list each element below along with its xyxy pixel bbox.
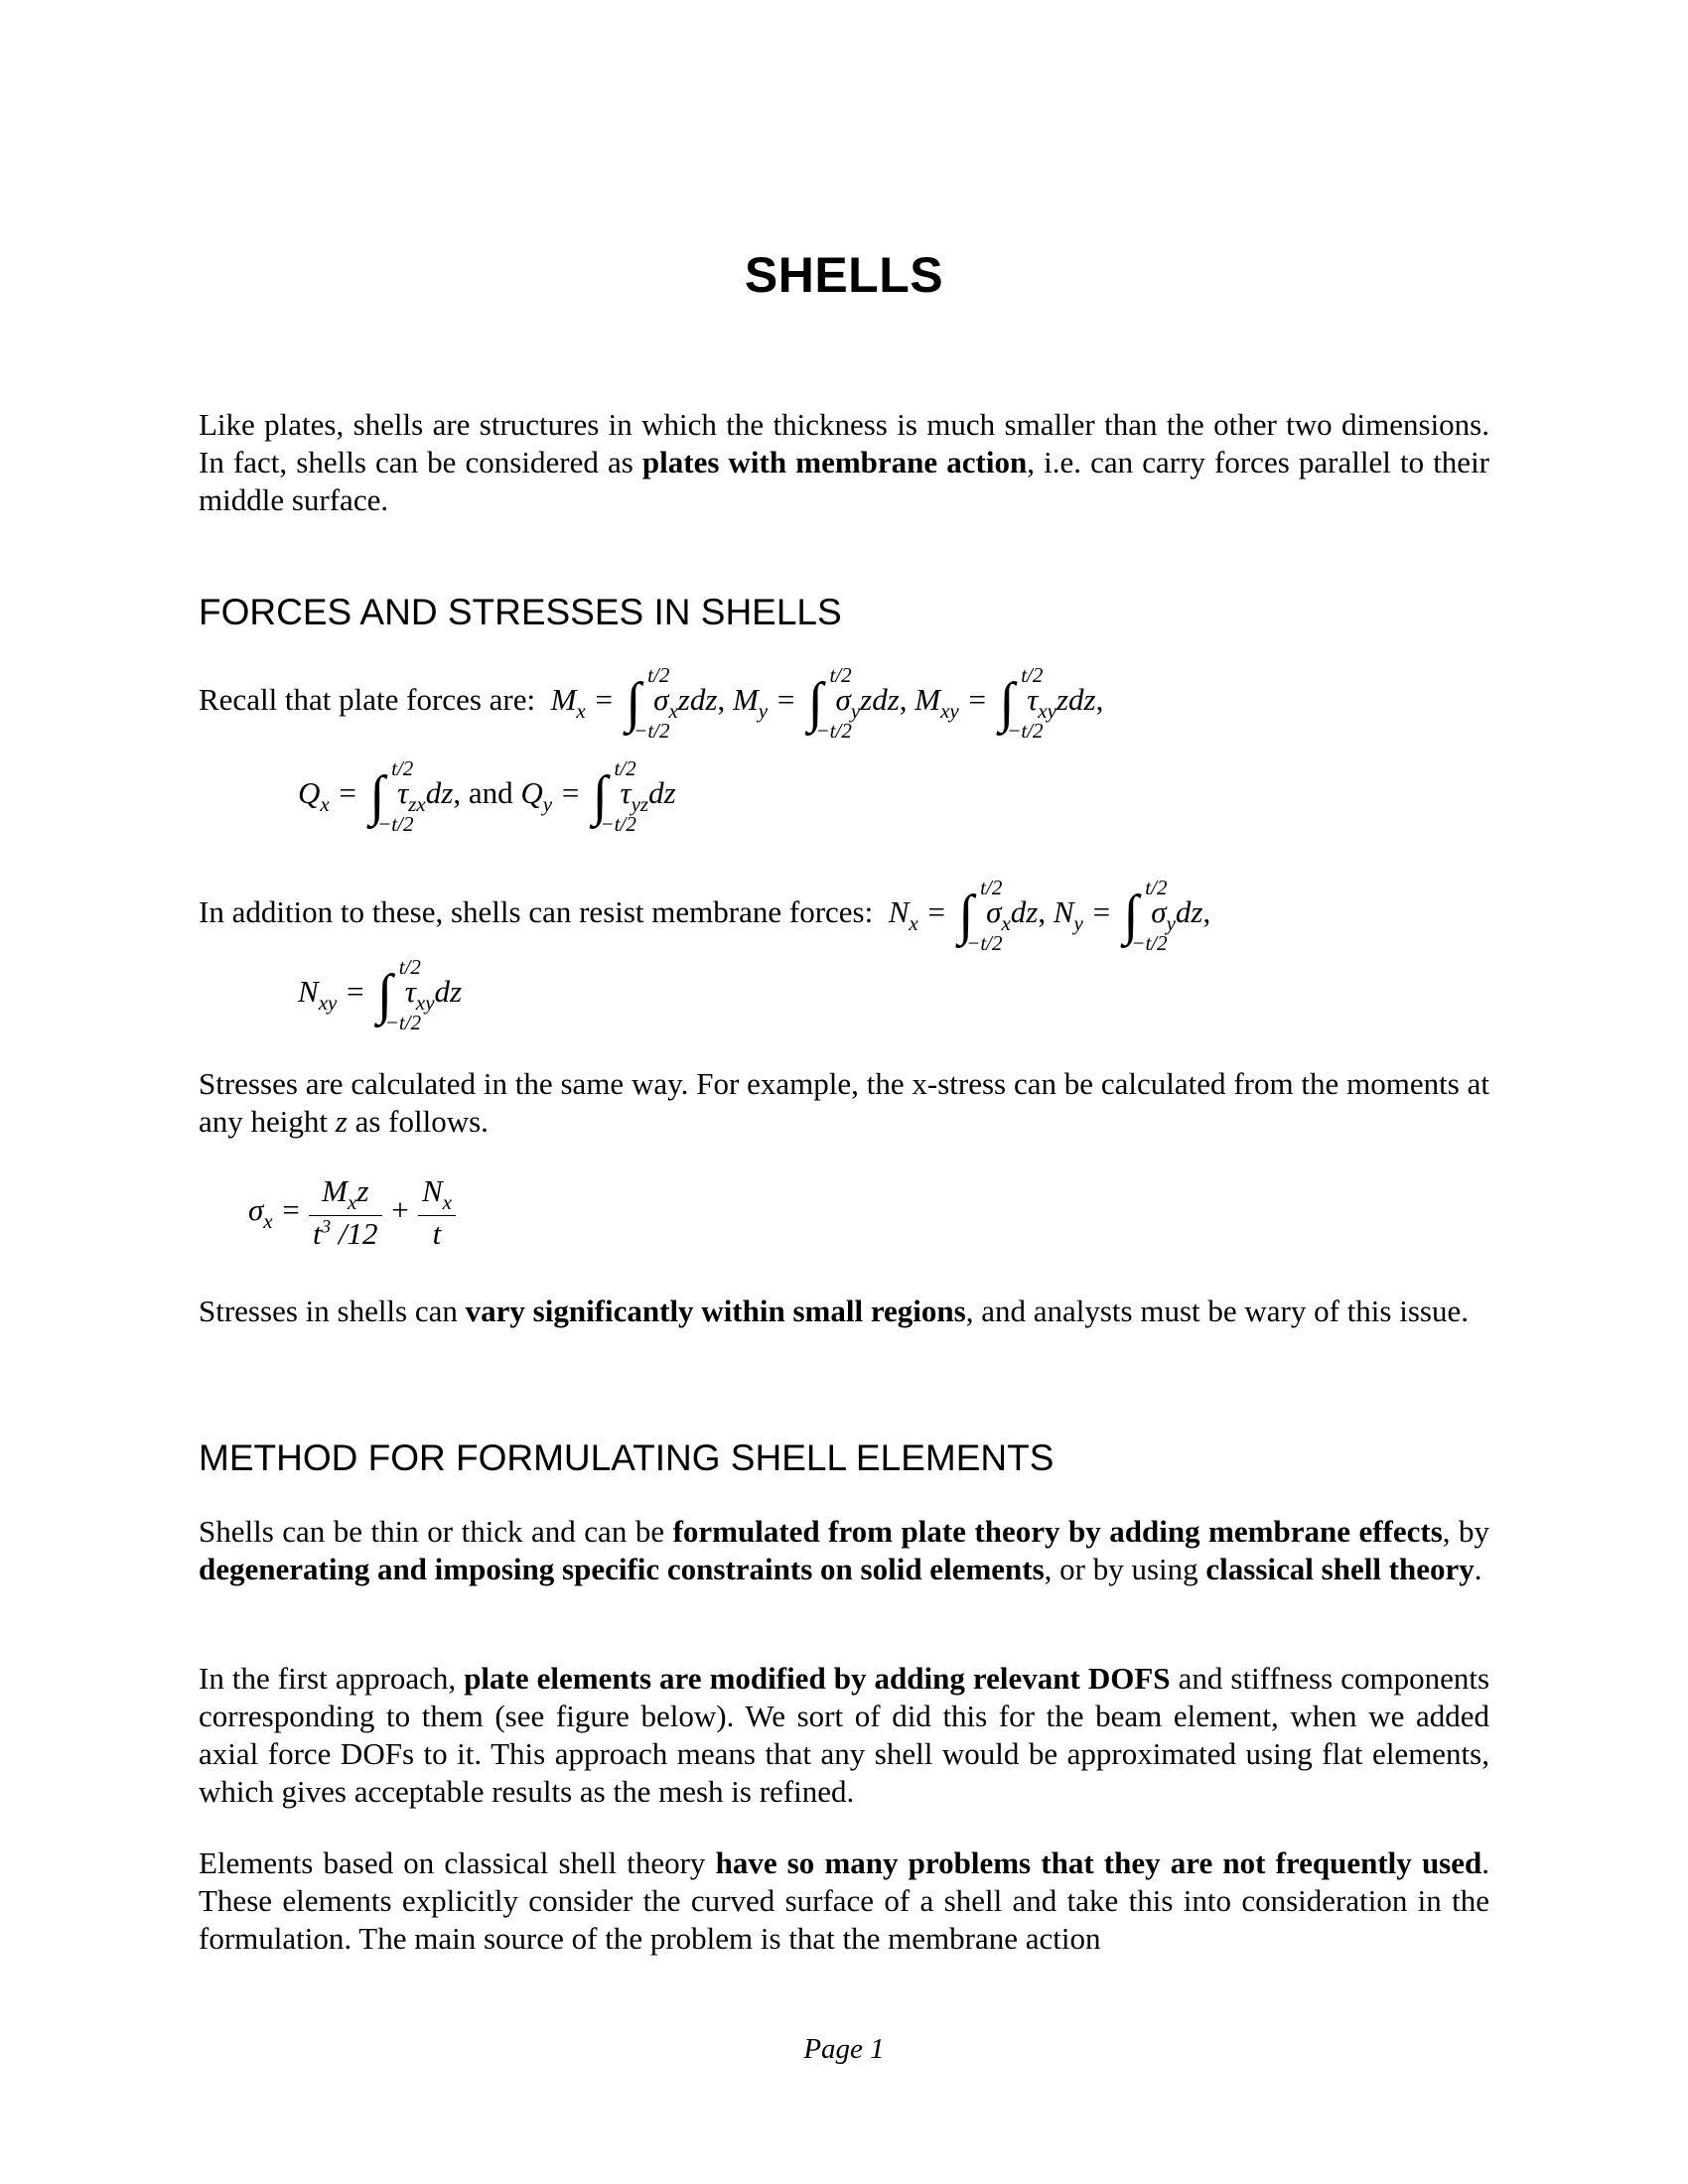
- stress-var: z: [335, 1104, 348, 1139]
- p1-bold-3: classical shell theory: [1205, 1552, 1475, 1586]
- stress-text: Stresses are calculated in the same way. For example, the x-stress can be calculated from the moments at any height: [199, 1066, 1489, 1139]
- p2-text-2: and stiffness components corresponding to them (see figure below). We sort of did this for the beam element, when we added axial force DOFs to it. This approach means that any shell would be approximated using flat elements, which gives acceptable results as the mesh is refined.: [199, 1661, 1490, 1809]
- shear-x-formula: $Q_x$ = ∫ t/2 −t/2 $\tau_{zx}dz$: [298, 756, 454, 836]
- intro-text-end: , i.e. can carry forces parallel to their middle surface.: [199, 445, 1490, 517]
- p1-text-2: , by: [1442, 1514, 1490, 1549]
- and-text: , and: [453, 775, 513, 811]
- p2-bold-1: plate elements are modified by adding relevant DOFS: [464, 1661, 1171, 1696]
- vary-bold-text: vary significantly within small regions: [465, 1294, 966, 1328]
- membrane-y-formula: $N_y$ = ∫ t/2 −t/2 $\sigma_ydz$: [1053, 876, 1203, 955]
- method-paragraph-3: [199, 1844, 1489, 1958]
- membrane-xy-equation: [298, 955, 463, 1034]
- membrane-fraction: $\frac{N_x}{t}$: [418, 1173, 456, 1252]
- method-paragraph-1: [199, 1513, 1489, 1588]
- p1-bold-2: degenerating and imposing specific constraints on solid elements: [199, 1552, 1045, 1586]
- intro-paragraph: [199, 406, 1489, 519]
- method-paragraph-2: [199, 1660, 1489, 1811]
- stress-paragraph: [199, 1065, 1489, 1141]
- stress-text-end: as follows.: [347, 1104, 489, 1139]
- p1-text-4: .: [1474, 1552, 1482, 1586]
- shear-y-formula: $Q_y$ = ∫ t/2 −t/2 $\tau_{yz}dz$: [520, 756, 676, 836]
- recall-text: Recall that plate forces are:: [199, 682, 536, 718]
- p2-text-1: In the first approach,: [199, 1661, 465, 1696]
- membrane-x-formula: $N_x$ = ∫ t/2 −t/2 $\sigma_xdz$: [880, 876, 1039, 955]
- p1-text-1: Shells can be thin or thick and can be: [199, 1514, 673, 1549]
- page-number: Page 1: [803, 2033, 885, 2065]
- moment-y-formula: $M_y$ = ∫ t/2 −t/2 $\sigma_yzdz$: [732, 663, 900, 743]
- membrane-xy-formula: $N_{xy}$ = ∫ t/2 −t/2 $\tau_{xy}dz$: [298, 955, 463, 1034]
- p3-text-2: . These elements explicitly consider the curved surface of a shell and take this into consideration in the formulation. The main source of the problem is that the membrane action: [199, 1845, 1489, 1956]
- sigma-x-equation: [248, 1173, 456, 1252]
- moment-xy-formula: $M_{xy}$ = ∫ t/2 −t/2 $\tau_{xy}zdz$: [914, 663, 1096, 743]
- membrane-text: In addition to these, shells can resist membrane forces:: [199, 894, 874, 930]
- section-heading-method: METHOD FOR FORMULATING SHELL ELEMENTS: [199, 1437, 1055, 1478]
- shear-forces-equation: [298, 756, 676, 836]
- vary-text-end: , and analysts must be wary of this issue.: [965, 1294, 1469, 1328]
- vary-text: Stresses in shells can: [199, 1294, 466, 1328]
- moment-x-formula: $M_x$ = ∫ t/2 −t/2 $\sigma_xzdz$: [542, 663, 718, 743]
- p3-text-1: Elements based on classical shell theory: [199, 1845, 716, 1880]
- plate-forces-equation: Recall that plate forces are: $M_x$ = ∫ t/2 −t/2 $\sigma_xzdz$, $M_y$ = ∫ t/2 −t/2 $\sigma_yzdz$, $M_{xy}$ = ∫ t/2 −t/2 $\tau_{xy}zdz$,: [199, 663, 1104, 743]
- page-title: SHELLS: [744, 247, 944, 303]
- vary-paragraph: [199, 1293, 1489, 1330]
- membrane-forces-equation: In addition to these, shells can resist membrane forces: $N_x$ = ∫ t/2 −t/2 $\sigma_xdz$, $N_y$ = ∫ t/2 −t/2 $\sigma_ydz$,: [199, 876, 1211, 955]
- p1-bold-1: formulated from plate theory by adding membrane effects: [672, 1514, 1443, 1549]
- intro-text: Like plates, shells are structures in which the thickness is much smaller than the other two dimensions. In fact, shells can be considered as: [199, 407, 1489, 479]
- section-heading-forces: FORCES AND STRESSES IN SHELLS: [199, 592, 842, 632]
- intro-bold-text: plates with membrane action: [641, 445, 1028, 479]
- moment-fraction: $\frac{M_xz}{t^3 /12}$: [309, 1173, 382, 1252]
- sigma-x-formula: $\sigma_x$ = $\frac{M_xz}{t^3 /12}$ + $\frac{N_x}{t}$: [248, 1192, 456, 1227]
- p1-text-3: , or by using: [1044, 1552, 1206, 1586]
- p3-bold-1: have so many problems that they are not frequently used: [715, 1845, 1482, 1880]
